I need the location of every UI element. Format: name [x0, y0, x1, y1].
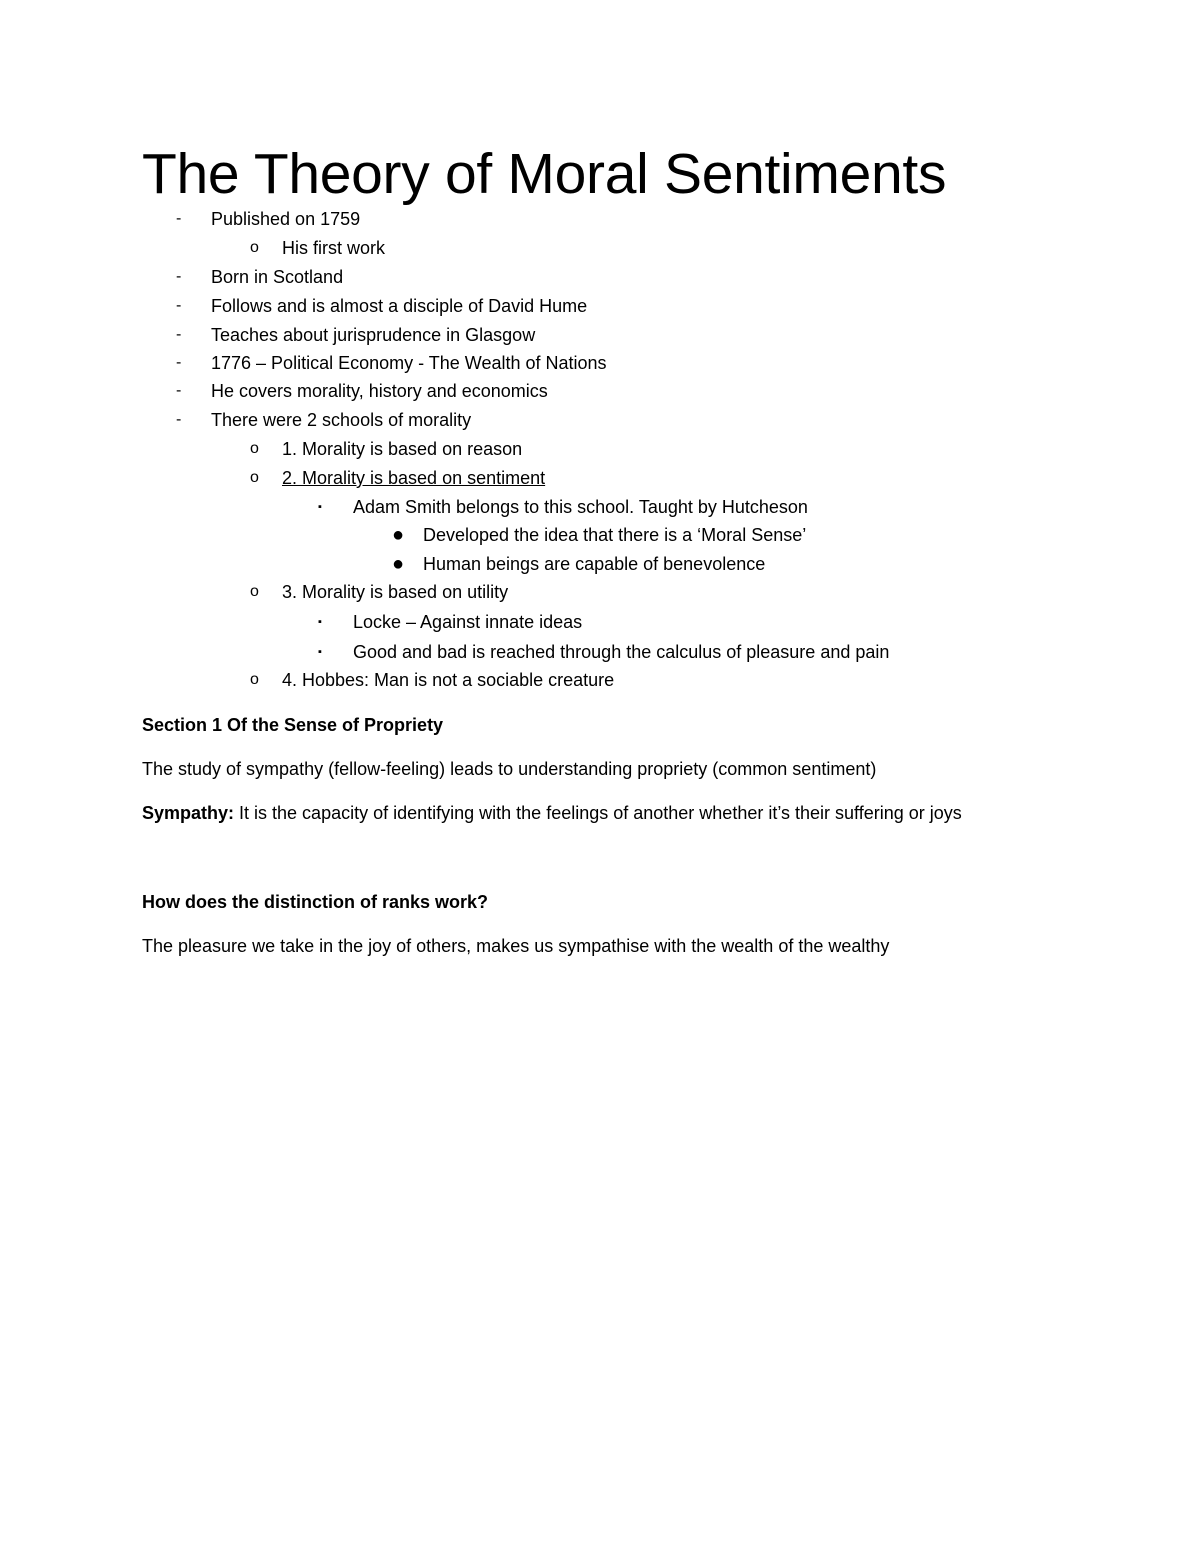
list-item: Teaches about jurisprudence in Glasgow — [211, 325, 536, 345]
square-bullet: ▪ — [318, 646, 322, 658]
ranks-heading: How does the distinction of ranks work? — [142, 892, 489, 912]
list-item: He covers morality, history and economics — [211, 381, 548, 401]
paragraph: The study of sympathy (fellow-feeling) leads to understanding propriety (common sentiment) — [142, 759, 877, 779]
dash-bullet: - — [176, 297, 182, 314]
list-item: Good and bad is reached through the calculus of pleasure and pain — [353, 642, 890, 662]
list-item: 4. Hobbes: Man is not a sociable creature — [282, 670, 615, 690]
square-bullet: ▪ — [318, 616, 322, 628]
dash-bullet: - — [176, 210, 182, 227]
circle-bullet: o — [250, 469, 259, 486]
list-item: Published on 1759 — [211, 209, 361, 229]
sympathy-definition — [142, 801, 962, 825]
list-item: 3. Morality is based on utility — [282, 582, 509, 602]
section-heading: Section 1 Of the Sense of Propriety — [142, 715, 444, 735]
dash-bullet: - — [176, 382, 182, 399]
dash-bullet: - — [176, 326, 182, 343]
dash-bullet: - — [176, 411, 182, 428]
list-item: 1776 – Political Economy - The Wealth of Nations — [211, 353, 607, 373]
document-title: The Theory of Moral Sentiments — [142, 142, 947, 206]
list-item: Born in Scotland — [211, 267, 344, 287]
sympathy-text: It is the capacity of identifying with the feelings of another whether it’s their suffering or joys — [234, 803, 962, 823]
list-item: 2. Morality is based on sentiment — [282, 468, 546, 488]
list-item: There were 2 schools of morality — [211, 410, 472, 430]
circle-bullet: o — [250, 583, 259, 600]
dot-bullet: ● — [392, 553, 405, 575]
list-item: Human beings are capable of benevolence — [423, 554, 766, 574]
circle-bullet: o — [250, 440, 259, 457]
list-item: His first work — [282, 238, 385, 258]
list-item: Locke – Against innate ideas — [353, 612, 583, 632]
circle-bullet: o — [250, 671, 259, 688]
list-item: Adam Smith belongs to this school. Taught by Hutcheson — [353, 497, 808, 517]
circle-bullet: o — [250, 239, 259, 256]
list-item: Follows and is almost a disciple of David Hume — [211, 296, 588, 316]
list-item: Developed the idea that there is a ‘Moral Sense’ — [423, 525, 807, 545]
paragraph: The pleasure we take in the joy of others, makes us sympathise with the wealth of the wealthy — [142, 936, 890, 956]
square-bullet: ▪ — [318, 501, 322, 513]
sympathy-term: Sympathy: — [142, 803, 235, 823]
list-item: 1. Morality is based on reason — [282, 439, 523, 459]
dash-bullet: - — [176, 354, 182, 371]
dash-bullet: - — [176, 268, 182, 285]
dot-bullet: ● — [392, 524, 405, 546]
